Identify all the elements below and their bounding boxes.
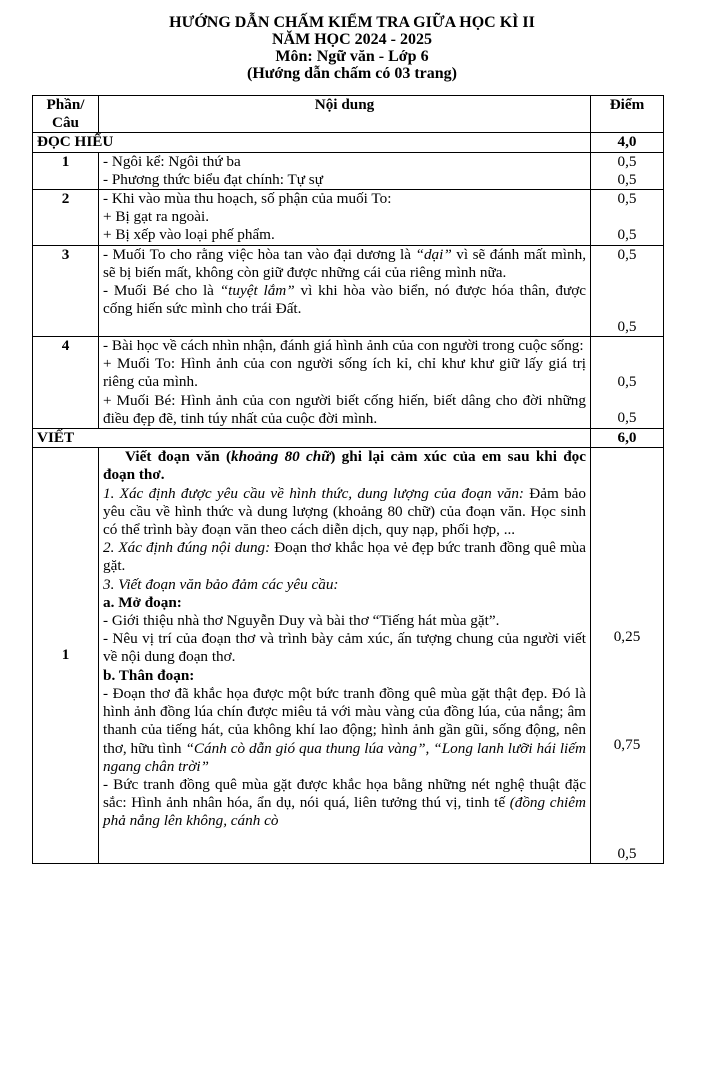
question-score: 0,25 0,75 0,5	[591, 448, 664, 864]
question-content: - Muối To cho rằng việc hòa tan vào đại dương là “dại” vì sẽ đánh mất mình, sẽ bị biến mất, không còn giữ được những cái của riêng mình nữa. - Muối Bé cho là “tuyệt lắm” vì khi hòa vào biển, nó được hóa thân, được cống hiến sức mình cho trái Đất.	[99, 245, 591, 336]
question-content: - Bài học về cách nhìn nhận, đánh giá hình ảnh của con người trong cuộc sống: + Muối To: Hình ảnh của con người sống ích kỉ, chỉ khư khư giữ lấy giá trị riêng của mình. + Muối Bé: Hình ảnh của con người biết cống hiến, biết dâng cho đời những điều đẹp đẽ, tinh túy nhất của cuộc đời mình.	[99, 337, 591, 429]
question-number: 4	[33, 337, 99, 429]
table-row	[33, 245, 664, 336]
section-row-viet	[33, 429, 664, 448]
table-row	[33, 152, 664, 189]
section-score: 6,0	[591, 429, 664, 448]
grading-table	[32, 95, 664, 864]
section-score: 4,0	[591, 133, 664, 152]
table-row	[33, 337, 664, 429]
table-row	[33, 190, 664, 246]
section-name: ĐỌC HIỂU	[33, 133, 591, 152]
question-number: 1	[33, 448, 99, 864]
question-score: 0,5 0,5	[591, 245, 664, 336]
title-line-3: Môn: Ngữ văn - Lớp 6	[275, 48, 429, 65]
col-header-score: Điểm	[591, 96, 664, 133]
table-row	[33, 448, 664, 864]
title-note: (Hướng dẫn chấm có 03 trang)	[246, 65, 457, 82]
title-line-2: NĂM HỌC 2024 - 2025	[272, 31, 432, 48]
col-header-content: Nội dung	[99, 96, 591, 133]
question-score: 0,5 0,5	[591, 190, 664, 246]
question-content: Viết đoạn văn (khoảng 80 chữ) ghi lại cảm xúc của em sau khi đọc đoạn thơ. 1. Xác định được yêu cầu về hình thức, dung lượng của đoạn văn: Đảm bảo yêu cầu về hình thức và dung lượng (khoảng 80 chữ) của đoạn văn. Học sinh có thể trình bày đoạn văn theo cách diễn dịch, quy nạp, phối hợp, ... 2. Xác định đúng nội dung: Đoạn thơ khắc họa vẻ đẹp bức tranh đồng quê mùa gặt. 3. Viết đoạn văn bảo đảm các yêu cầu: a. Mở đoạn: - Giới thiệu nhà thơ Nguyễn Duy và bài thơ “Tiếng hát mùa gặt”. - Nêu vị trí của đoạn thơ và trình bày cảm xúc, ấn tượng chung của người viết về nội dung đoạn thơ. b. Thân đoạn: - Đoạn thơ đã khắc họa được một bức tranh đồng quê mùa gặt thật đẹp. Đó là hình ảnh đồng lúa chín được miêu tả với màu vàng của đồng lúa, của nắng; âm thanh của tiếng hát, của không khí lao động; hình ảnh gần gũi, sống động, nên thơ, hữu tình “Cánh cò dẫn gió qua thung lúa vàng”, “Long lanh lưỡi hái liếm ngang chân trời” - Bức tranh đồng quê mùa gặt được khắc họa bằng những nét nghệ thuật đặc sắc: Hình ảnh nhân hóa, ẩn dụ, nói quá, liên tưởng thú vị, tinh tế (đồng chiêm phả nắng lên không, cánh cò	[99, 448, 591, 864]
question-score: 0,5 0,5	[591, 337, 664, 429]
table-header-row	[33, 96, 664, 133]
section-row-doc-hieu	[33, 133, 664, 152]
question-content: - Khi vào mùa thu hoạch, số phận của muối To: + Bị gạt ra ngoài. + Bị xếp vào loại phế phẩm.	[99, 190, 591, 246]
question-score: 0,5 0,5	[591, 152, 664, 189]
question-number: 1	[33, 152, 99, 189]
question-number: 2	[33, 190, 99, 246]
section-name: VIẾT	[33, 429, 591, 448]
col-header-section: Phần/ Câu	[33, 96, 99, 133]
title-line-1: HƯỚNG DẪN CHẤM KIỂM TRA GIỮA HỌC KÌ II	[169, 14, 535, 31]
question-content: - Ngôi kể: Ngôi thứ ba - Phương thức biểu đạt chính: Tự sự	[99, 152, 591, 189]
question-number: 3	[33, 245, 99, 336]
